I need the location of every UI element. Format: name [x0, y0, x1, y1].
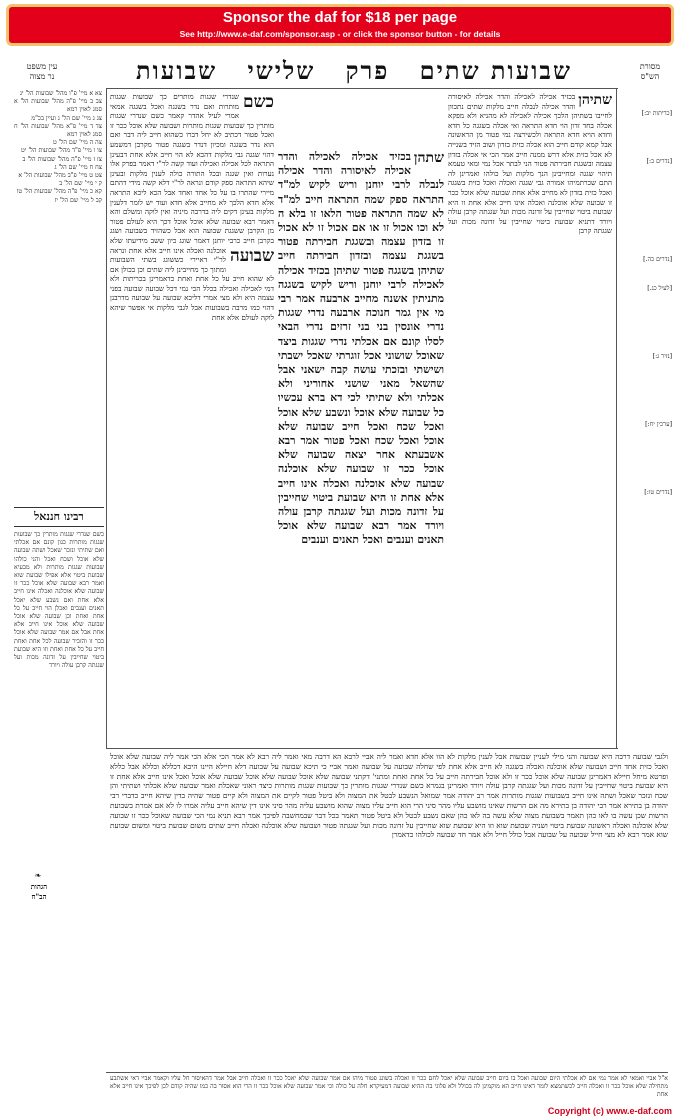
footnotes: א"ל אביי ואמאי לא אמר נמי אם לא אכלתי היום שבועה ואכל בו ביום חייב שבועה שלא יאכל לחם ככר זו ואכלה בשוגג פטור מיהו אם אמר שבועה שלא יאכל ככר זו ואכלה חייב אבל אמר דהאיסור חל עליו וקאמר אביי דאי אשתבע מתחילה שלא אוכל ככר זו ואכלה חייב לכשתמצא לומר דאינו חייב הא מוקמינן לה בכולל ולא פלוגי בה ההיא שבועה דמעיקרא חלה על כולה וכי אמר שבועה שלא אוכל ככר זו הרי הוא אסור בה כמו שהיה קודם לכן לפיכך אינו חייב אלא אחת — [110, 1075, 668, 1098]
column-divider — [616, 88, 617, 748]
ein-mishpat-column — [14, 90, 102, 500]
mesoret-column — [620, 90, 672, 850]
ein-mishpat-item: צז ז מיי' פ"ה מהל' שבועות הל' ב — [22, 155, 102, 163]
ein-mishpat-item: צד ד מיי' פ"א מהל' שבועות הל' ח סמג לאוין רמא — [14, 122, 102, 139]
tosafot-lead-word-2: שבועה — [230, 245, 274, 266]
tosafot-lead-word: כשם — [243, 92, 274, 112]
rashi-text: בכזיד אכילה לאכילה והדר אכילה לאיסורה והדר אכילה לנבלה חייב מלקות שתים נתכוון לחייבו בשתיהן הלכך אכילה לאכילה לא מהניא ולא מפקא אכלה בחד זדון הוי חדא התראה ואי אכלה בשגגה כל חדא וחדא הויא חדא התראה ולכשירצה נמי פטור מן הראשונה אבל קמא קודם חייב הוא אכלה כזית בזדון ושוב הזיד בשנייה לא אכל כזית אלא דרש ממנה חייב אמר הכי אי אכלה בזדון עצמה ובשגגת חבירתה פטור הני לבתר אכל נמי ומאי טעמא תיהוי שגגה ומחייבינן הנך מלקות ועל כולהו ואמרינן לה התם שכרתמיהו אמורה גבי שגגה ואכלה ואכל כזית בשגגה ואכל כזית בזדון לא מחייב אלא אחת שבועה שלא אוכל ככר זו שבועה שלא אוכלנה ואכלה אינו חייב אלא אחת זו היא שבועת ביטוי שחייבין על זדונה מכות ועל שגגתה קרבן עולה ויורד דתניא שבועת ביטוי שחייבין על זדונה מכות ועל שגגתה קרבן — [448, 92, 612, 236]
ein-mishpat-title: עין משפט נר מצוה — [26, 62, 58, 81]
header-rule — [106, 88, 618, 89]
mesoret-item: [כריתות יב:] — [641, 110, 672, 117]
chapter-number: שלישי — [247, 56, 316, 85]
section-divider — [106, 748, 618, 749]
tosafot-column — [110, 92, 274, 744]
tosafot-text: שנדרי שגגות מותרים כך שבועות שגגות מותרות ואם נדר בשגגה ואכל בשגגה אמאי אמרי לעיל אהדר קאמר כשם שנדרי שגגות מותרין כך שבועות שגגות מותרות ושבועה שלא אוכל ככר זו ואכל פטור דכתיב לא יחל דברו כשהוא חייב ליה דבר ואם הוא נדר בשגגה ומכיון דנדר בשגגה פטור מקרבן דמשמע דהוי שגגה גבי מלקות דהכא לא הוי חייב אלא אחת דבעינן התראה לכל אכילה ואכילה ועוד קשה לר"י דאמר בפרק אלו נערות ואין שגגה ובכל התורה כולה לענין מלקות ובעינן שיהא התראה ספק קודם ונראה לר"י דלא קשה מידי דהתם מיירי שהתרו בו על כל אחד ואחד אבל הכא ליכא התראה אלא חדא הלכך לא מחייב אלא חדא ועוד יש לומר דלענין מלקות בעינן דקים ליה בדרבה מיניה ואין לוקה ומשלם והא דאמר רבא שבועה שלא אוכל אוכל דכך היא לעולם פטור מן הקרבן ששגגת שבועה הוא אבל כשהזיד בשבועה ושגג בקרבן חייב כרבי יוחנן דאמר שוגג כיון ששב מידיעתו — [110, 92, 274, 245]
gemara-tail: אמר רבא שבועה שלא אוכל תאנים וענבים ואכל תאנים וענבים — [278, 519, 444, 547]
talmud-page — [6, 50, 674, 1100]
mesoret-item: [נדרים כה.] — [643, 256, 672, 264]
gemara-column — [278, 150, 444, 744]
column-divider — [106, 88, 107, 748]
rabbeinu-chananel-text: כשם שנדרי שגגות מותרין כך שבועות שגגות מותרות כגון קונם אם אכלתי ואם שתיתי ונזכר שאכל ושתה שבועה שלא אוכל ושכח ואכל והני כולהו שבועות שגגות מותרות ולא מבעיא שבועת ביטוי אלא אפילו שבועת שוא ואמר רבא שבועה שלא אוכל ככר זו שבועה שלא אוכלנה ואכלה אינו חייב אלא אחת ואם נשבע שלא יאכל תאנים וענבים ואכלן הוי חייב על כל אחת ואחת וכן שבועה שלא אוכל שבועה שלא אוכל אינו חייב אלא אחת אבל אם אמר שבועה שלא אוכל ככר זו והזכיר שבועה לכל אחת ואחת חייב על כל אחת ואחת וזו היא שבועת ביטוי שחייבין על זדונה מכות ועל שגגתה קרבן עולה ויורד — [14, 531, 104, 670]
tractate-name: שבועות — [136, 56, 218, 85]
ein-mishpat-item: צח ח מיי' שם הל' ג — [54, 163, 102, 171]
ein-mishpat-item: צג ג מיי' שם הל' ג ועיין בכ"מ — [31, 114, 102, 122]
chapter-label: פרק — [345, 56, 390, 85]
ein-mishpat-item: צו ו מיי' פ"ד מהל' שבועות הל' יט — [21, 147, 102, 155]
rashi-column — [448, 92, 612, 744]
ornament-icon: ❧ — [34, 871, 42, 880]
ein-mishpat-item: צב ב מיי' פ"ה מהל' שבועות הל' א סמג לאוין רמא — [14, 98, 102, 114]
mesoret-item: [נדרים כ:] — [646, 158, 672, 166]
sponsor-subtitle[interactable]: See http://www.e-daf.com/sponsor.asp - or click the sponsor button - for details — [179, 29, 501, 39]
gemara-lead-word: שתהן — [413, 150, 444, 166]
hagahot-title: הגהות הב"ח — [30, 882, 48, 901]
ein-mishpat-item: צט ט מיי' פ"ב מהל' שבועות הל' א — [18, 172, 102, 180]
gemara-text: בכזיד אכילה לאכילה והדר אכילה לאיסורה והדר אכילה לנבלה לרבי יוחנן וריש לקיש למ"ד התראה ספק שמה התראה חייב למ"ד לא שמה התראה פטור הלאו זו בלא ה לא וכו אכול זו או אם אכול זו לא אכול זו בזדון עצמה ובשגגת חבירתה פטור בשגגת עצמה ובזדון חבירתה חייב שתיהן בשגגה פטור שתיהן בכזיד אכילה לאכילה לרבי יוחנן וריש לקיש בשגגה מתניתין אשנה מחייב ארבעה אמר רבי מי אין גמר חנוכה ארבעה נדרי שגגות נדרי אונסין בני בני זרזים נדרי הבאי לסלו קונם אם אכלתי נדרי שגגות ביצד שאוכל שושוני אכל זוגרתי שאכל ישבתי ושישתי ובזכתי עושה קבה ישאני אבל שהשאל מאני שושני אחוריני ולא אכלתי ולא שתיתי לכי דא ברא עכשיו כל שבועה שלא אוכל ונשבע שלא אוכל ואכל שכח ואכל חייב שבועה שלא אוכל ואכל שכח ואכל פטור אמר רבא אשבעתא אחר יצאה שבועה שלא אוכל ככר זו שבועה שלא אוכלנה שבועה שלא אוכלנה ואכלה אינו חייב אלא אחת זו היא שבועת ביטוי שחייבין על זדונה מכות ועל שגגתה קרבן עולה ויורד — [278, 150, 444, 533]
ein-mishpat-item: קא כ מיי' פ"ה מהל' שבועות הל' טו — [16, 188, 102, 196]
bottom-commentary: ולגבי שבועה דרבה היא שבועה והני מילי לעניין שבועות אבל לענין מלקות לא הוו אלא חדא ואמר ליה אביי לרבא הא דרבה מאי ואמר ליה רבא לא אמר הכי אלא הכי אמר ליה שבועה שלא אוכל ואכל כזית אחד חייב ושבועה שלא אוכלנה ואכלה בשגגה לא חייב אלא אחת לפי שחלה שבועה על שבועה ואמר אביי כי תיכא שבועה על שבועה דלא חיילא היינו היכא דכללא וכללא אבל כללא ופרטא מיחל חיילא דאמרינן שבועה שלא אוכל ככר זו ולא אוכל חבירתה חייב על כל אחת ואחת ומתני' דקתני שבועה שלא אוכל שבועה שלא אוכל שבועה שלא אוכל ואכל אינו חייב אלא אחת זו היא שבועת ביטוי שחייבין על זדונה מכות ועל שגגתה קרבן עולה ויורד ואמרינן בגמרא כשם שנדרי שגגות מותרין כך שבועות שגגות מותרות כיצד ראוני שאכלת ואמר שבועה שלא אכלתי ושתיתי והן שכח ונזכר שאכל ושתה אינו חייב בשבועות שגגות מותרות אמר רב יהודה אמר שמואל הנשבע לבטל את המצוה ולא ביטל פטור לקיים את המצוה ולא קיים פטור שהיה בדין שיהא חייב כדברי רבי יהודה בן בתירא אמר רבי יהודה בן בתירא מה אם הרשות שאינו מושבע עליו מהר סיני הרי הוא חייב עליו מצוה שהוא מושבע עליה מהר סיני אינו דין שיהא חייב עליה אמרו לו לא אם אמרת בשבועת הרשות שכן עשה בו לאו כהן תאמר בשבועת מצוה שלא עשה בה לאו כהן שאם נשבע לבטל ולא ביטל פטור תאמר בכל דבר שבמחשבה לפיכך אמר רבא תניא נמי הכי שבועה שאוכל ככר זו שבועה שלא אוכלנה ואכלה ראשונה שבועת ביטוי ושניה שבועת שוא וזו היא שבועת שוא שחייבין על זדונה מכות ועל שגגתה פטור ושבועה שלא אוכלנה ואכלה חייב שתים משום שבועת ביטוי ומשום שבועת שוא אמר רבא לא מצי חייל שבועה על שבועה אבל כולל חייל ולא אמר חד שבועה לכולהו כדאמרן — [110, 752, 668, 840]
ein-mishpat-item: צא א מיי' פ"ו מהל' שבועות הל' יג — [19, 90, 102, 97]
rashi-lead-word: שתיהן — [578, 92, 612, 108]
mesoret-item: [ערכין יח:] — [645, 421, 672, 429]
mesoret-item: [לעיל כג.] — [647, 284, 672, 292]
mesoret-title: מסורת הש"ס — [639, 62, 661, 81]
ein-mishpat-item: צה ה מיי' שם הל' ט — [53, 139, 102, 147]
ein-mishpat-item: קב ל מיי' שם הל' יז — [54, 196, 102, 204]
tosafot-text-2: שלא אוכלנה ואכלה אינו חייב אלא אחת ונראה לר"י דאיירי כששוגג בשתי השבועות ומתוך כך מחייבינן ליה שתים וכן בכולן אם לא שהוא חייב על כל אחת ואחת כדאמרינן בכריתות ולא דמי לאכילה ואכילה בכלל הכי נמי דכל שבועה שבועה בפני עצמה היא ולא מצי אמרי דליכא שבועה על שבועה מדרבנן דהוי כמו מרבה בשבועות אבל לגבי מלקות אי אפשר שיהא לוקה לעולם אלא אחת — [110, 235, 274, 322]
mesoret-item: [נדרים טו:] — [644, 489, 672, 497]
rabbeinu-chananel-title: רבינו חננאל — [14, 507, 104, 527]
page-header — [124, 56, 584, 86]
chapter-name: שבועות שתים — [419, 56, 572, 85]
sponsor-title[interactable]: Sponsor the daf for $18 per page — [222, 9, 458, 26]
mesoret-item: [נזיר ג:] — [652, 352, 672, 360]
copyright-link[interactable]: Copyright (c) www.e-daf.com — [547, 1106, 672, 1116]
sponsor-banner[interactable] — [6, 4, 674, 46]
footnote-rule — [106, 1072, 668, 1073]
ein-mishpat-item: ק י מיי' שם הל' ב — [59, 180, 102, 188]
